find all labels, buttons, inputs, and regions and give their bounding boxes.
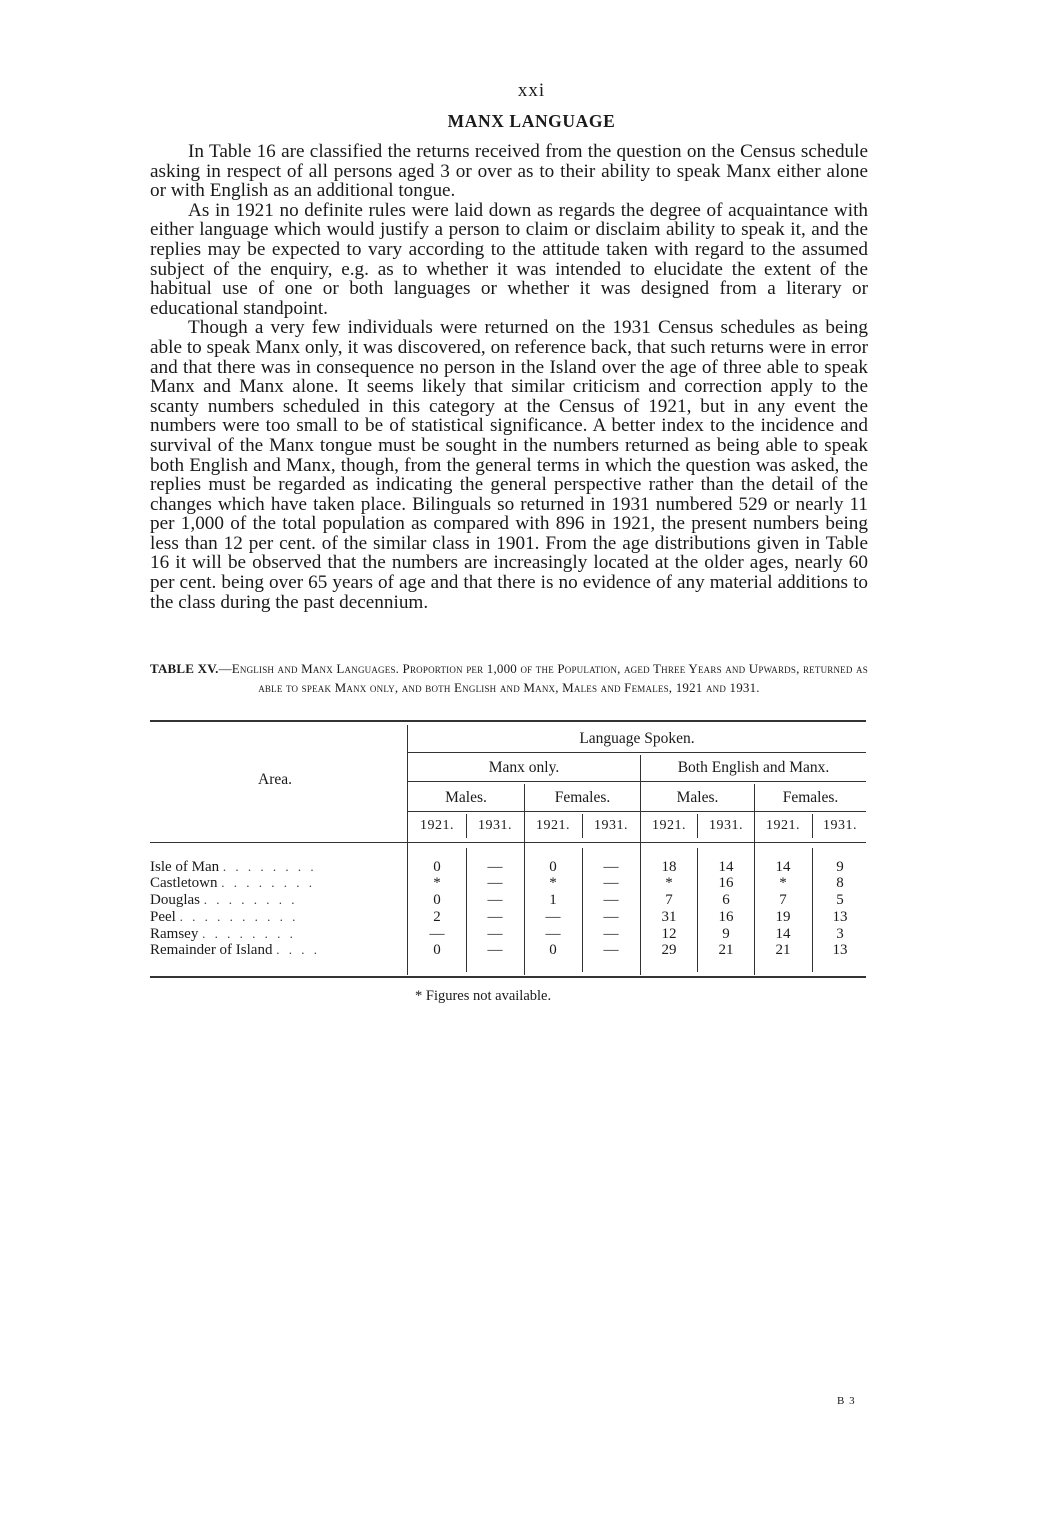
group-header-manx-only: Manx only. (488, 759, 560, 776)
table-cell: 29 (661, 942, 677, 958)
paragraph: As in 1921 no definite rules were laid down as regards the degree of acquaintance with either language which would justify a person to claim or disclaim ability to speak it, and the replies may be expected to vary according to the attitude taken with regard to the assumed subject of the enquiry, e.g. as to whether it was intended to elucidate the extent of the habitual use of one or both languages or whether it was designed from a literary or educational standpoint. (150, 199, 868, 319)
year-header: 1921. (536, 818, 570, 833)
body-text (150, 142, 868, 612)
table-cell: 16 (718, 909, 734, 925)
signature-mark: B 3 (837, 1395, 856, 1407)
area-header: Area. (258, 771, 292, 788)
row-area-name (150, 859, 402, 876)
row-area-label: Douglas (150, 892, 200, 908)
leader-dots: . . . . . . . . (221, 875, 315, 890)
row-area-label: Remainder of Island (150, 942, 273, 958)
table-cell: — (487, 942, 503, 958)
table-caption-text: —English and Manx Languages. Proportion per 1,000 of the Population, aged Three Years and Upwards, returned as able to speak Manx only, and both English and Manx, Males and Females, 1921 and 1931. (218, 661, 868, 695)
group-header-both: Both English and Manx. (677, 759, 830, 776)
table-cell: 5 (836, 892, 844, 908)
year-header: 1921. (420, 818, 454, 833)
table-cell: 0 (433, 859, 441, 875)
table-cell: 12 (661, 926, 677, 942)
table-cell: 13 (832, 942, 848, 958)
page-number: xxi (517, 80, 546, 101)
row-area-name (150, 926, 402, 943)
table-cell: 8 (836, 875, 844, 891)
table-caption-label: TABLE XV. (150, 661, 219, 676)
table-cell: 0 (549, 942, 557, 958)
table-cell: — (487, 875, 503, 891)
year-header: 1931. (478, 818, 512, 833)
table-cell: 9 (836, 859, 844, 875)
row-area-label: Ramsey (150, 926, 199, 942)
row-area-name (150, 942, 402, 959)
table-bottom-rule (150, 976, 866, 978)
table-cell: 7 (665, 892, 673, 908)
row-area-name (150, 909, 402, 926)
table-cell: — (603, 892, 619, 908)
header-line (408, 752, 866, 753)
table-cell: — (429, 926, 445, 942)
table-cell: 7 (779, 892, 787, 908)
table-cell: — (603, 942, 619, 958)
table-cell: 0 (433, 892, 441, 908)
year-header: 1921. (652, 818, 686, 833)
table-cell: 31 (661, 909, 677, 925)
table-cell: — (487, 859, 503, 875)
table-cell: * (779, 875, 787, 891)
leader-dots: . . . . . . . . (203, 892, 298, 907)
table-cell: — (603, 875, 619, 891)
table-cell: 16 (718, 875, 734, 891)
table-header-rule (150, 842, 866, 843)
table-cell: — (603, 859, 619, 875)
row-area-label: Isle of Man (150, 859, 220, 875)
sex-header: Females. (782, 789, 839, 806)
row-area-label: Castletown (150, 875, 218, 891)
table-top-rule (150, 720, 866, 722)
row-area-name (150, 892, 402, 909)
table-cell: 18 (661, 859, 677, 875)
table-cell: 14 (718, 859, 734, 875)
table-cell: 21 (718, 942, 734, 958)
row-area-name (150, 875, 402, 892)
table-cell: 13 (832, 909, 848, 925)
table-cell: 1 (549, 892, 557, 908)
table-cell: — (545, 926, 561, 942)
year-header: 1931. (594, 818, 628, 833)
table-cell: 0 (549, 859, 557, 875)
row-area-label: Peel (150, 909, 176, 925)
leader-dots: . . . . . . . . (222, 859, 317, 874)
table-cell: 9 (722, 926, 730, 942)
header-line (408, 781, 866, 782)
table-cell: — (603, 926, 619, 942)
table-cell: 14 (775, 859, 791, 875)
table-caption (150, 660, 868, 697)
table-cell: 19 (775, 909, 791, 925)
footnote: * Figures not available. (415, 988, 552, 1004)
table-cell: — (487, 909, 503, 925)
paragraph: In Table 16 are classified the returns received from the question on the Census schedule asking in respect of all persons aged 3 or over as to their ability to speak Manx either alone or with English as an additional tongue. (150, 141, 868, 202)
table-cell: 3 (836, 926, 844, 942)
table-cell: — (545, 909, 561, 925)
table-cell: 14 (775, 926, 791, 942)
table-cell: — (487, 926, 503, 942)
year-header: 1921. (766, 818, 800, 833)
table-cell: 6 (722, 892, 730, 908)
leader-dots: . . . . . . . . . . (179, 909, 299, 924)
header-line (408, 811, 866, 812)
sex-header: Males. (676, 789, 719, 806)
leader-dots: . . . . . . . . (202, 926, 296, 941)
sex-header: Males. (445, 789, 487, 806)
table-cell: * (549, 875, 557, 891)
table-cell: * (433, 875, 441, 891)
table-cell: * (665, 875, 673, 891)
year-header: 1931. (823, 818, 857, 833)
table-cell: 2 (433, 909, 441, 925)
sex-header: Females. (554, 789, 611, 806)
paragraph: Though a very few individuals were returned on the 1931 Census schedules as being able to speak Manx only, it was discovered, on reference back, that such returns were in error and that there was in consequence no person in the Island over the age of three able to speak Manx and Manx alone. It seems likely that similar criticism and correction apply to the scanty numbers scheduled in this category at the Census of 1921, but in any event the numbers were too small to be of statistical significance. A better index to the incidence and survival of the Manx tongue must be sought in the numbers returned as being able to speak both English and Manx, though, from the general terms in which the question was asked, the replies must be regarded as indicating the general perspective rather than the detail of the changes which have taken place. Bilinguals so returned in 1931 numbered 529 or nearly 11 per 1,000 of the total population as compared with 896 in 1921, the present numbers being less than 12 per cent. of the similar class in 1901. From the age distributions given in Table 16 it will be observed that the numbers are increasingly located at the older ages, nearly 60 per cent. being over 65 years of age and that there is no evidence of any material additions to the class during the past decennium. (150, 317, 868, 613)
leader-dots: . . . . (276, 942, 320, 957)
section-title: MANX LANGUAGE (447, 111, 616, 131)
table-cell: 0 (433, 942, 441, 958)
language-header: Language Spoken. (579, 730, 695, 747)
table-cell: — (487, 892, 503, 908)
table-cell: 21 (775, 942, 791, 958)
year-header: 1931. (709, 818, 743, 833)
table-cell: — (603, 909, 619, 925)
